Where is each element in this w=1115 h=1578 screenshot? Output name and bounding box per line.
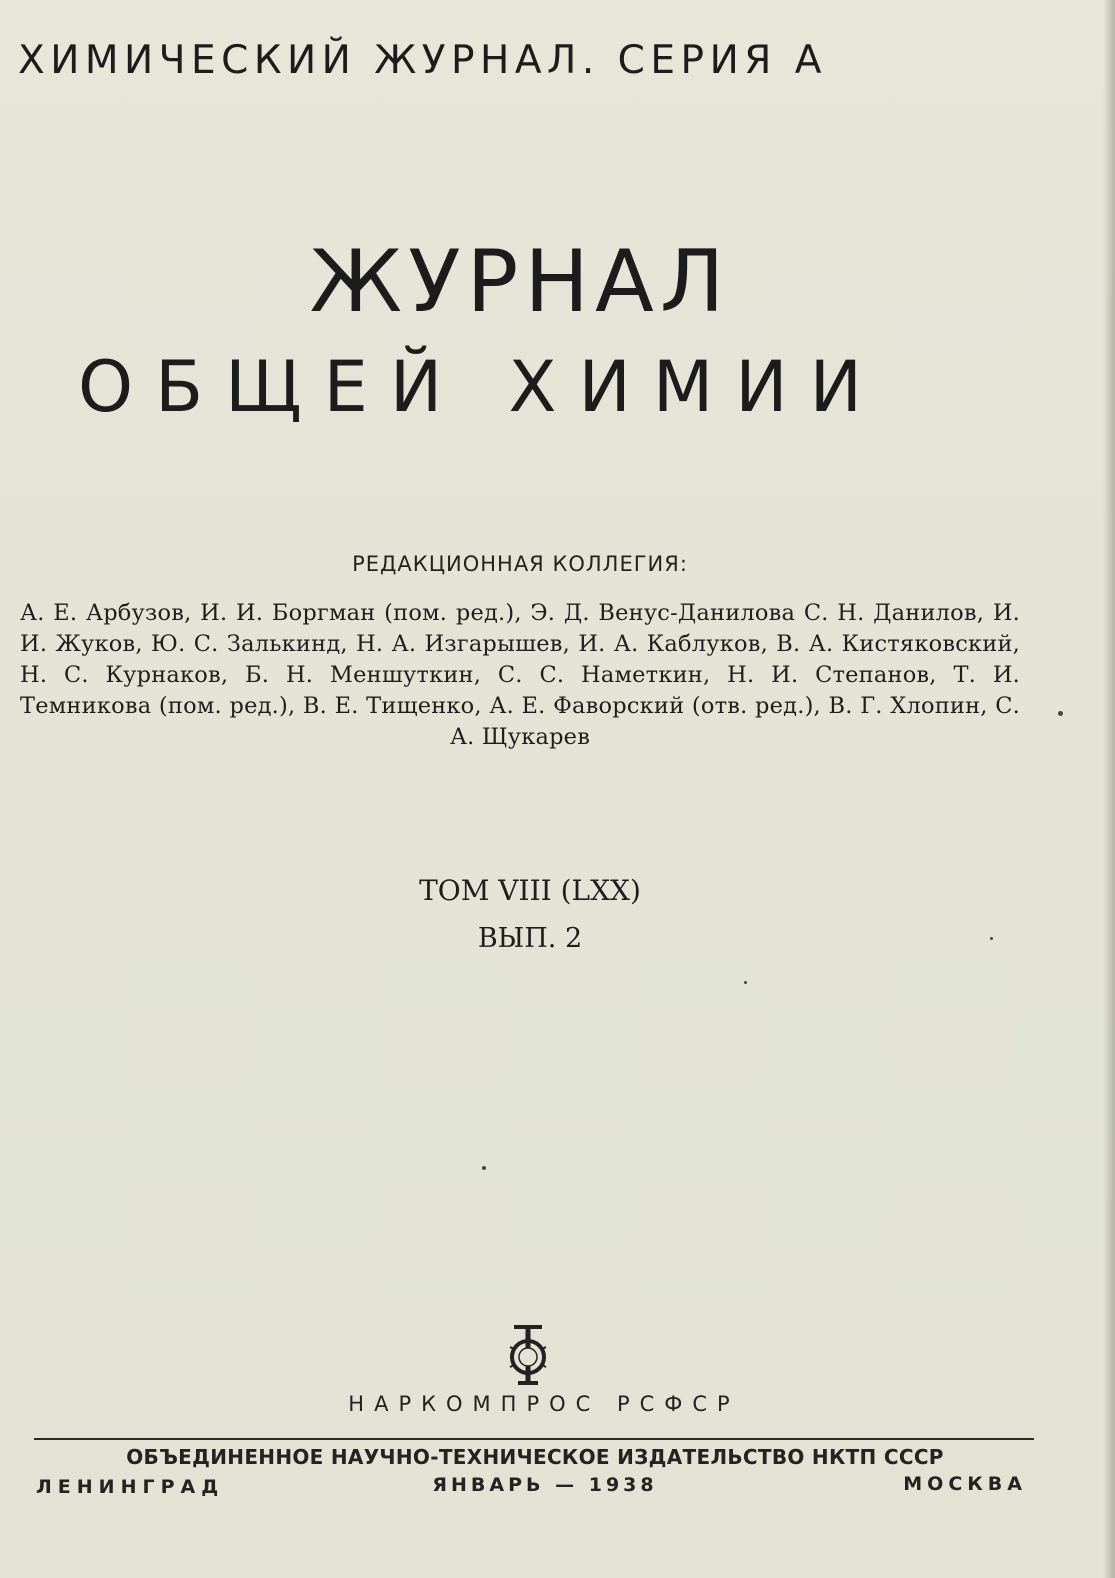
paper-speck [482, 1166, 486, 1170]
paper-speck [1058, 711, 1063, 716]
page-edge-shadow [1103, 0, 1115, 1578]
editorial-board-members: А. Е. Арбузов, И. И. Боргман (пом. ред.), Э. Д. Венус-Данилова С. Н. Данилов, И. И. Жуков, Ю. С. Залькинд, Н. А. Изгарышев, И. А. Каблуков, В. А. Кистяковский, Н. С. Курнаков, Б. Н. Меншуткин, С. С. Наметкин, Н. И. Степанов, Т. И. Темникова (пом. ред.), В. Е. Тищенко, А. Е. Фаворский (отв. ред.), В. Г. Хлопин, С. А. Щукарев [20, 600, 1020, 750]
editorial-board-heading: РЕДАКЦИОННАЯ КОЛЛЕГИЯ: [352, 552, 688, 576]
paper-speck [744, 981, 747, 984]
publication-date: ЯНВАРЬ — 1938 [432, 1474, 658, 1496]
journal-title-line-2: ОБЩЕЙ ХИМИИ [78, 346, 884, 428]
volume-number: ТОМ VIII (LXX) [419, 874, 641, 907]
publisher-emblem-icon [504, 1323, 552, 1387]
issue-number: ВЫП. 2 [477, 923, 583, 954]
journal-title-line-1: ЖУРНАЛ [309, 232, 731, 332]
ministry-name: НАРКОМПРОС РСФСР [348, 1392, 740, 1416]
city-moscow: МОСКВА [903, 1473, 1027, 1495]
city-leningrad: ЛЕНИНГРАД [36, 1476, 225, 1498]
journal-series: ХИМИЧЕСКИЙ ЖУРНАЛ. СЕРИЯ А [18, 38, 827, 83]
imprint-divider [34, 1438, 1034, 1440]
publisher-name: ОБЪЕДИНЕННОЕ НАУЧНО-ТЕХНИЧЕСКОЕ ИЗДАТЕЛЬСТВО НКТП СССР [126, 1445, 944, 1469]
paper-speck [990, 937, 993, 940]
